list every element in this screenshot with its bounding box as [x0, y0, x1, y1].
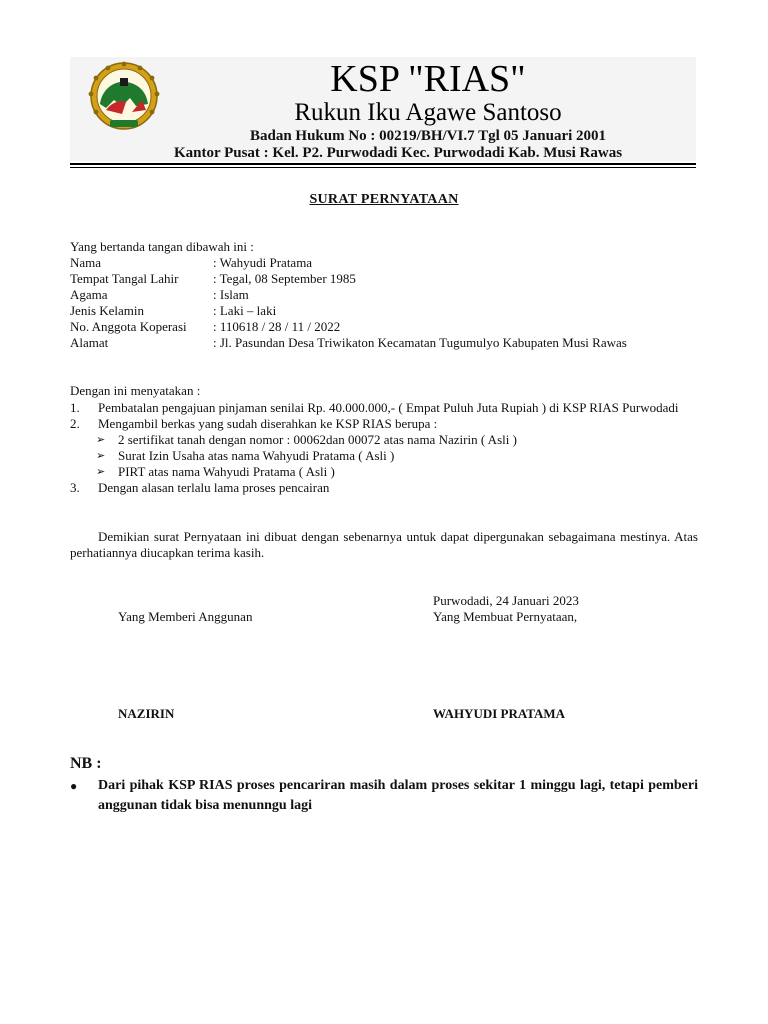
identity-label: Jenis Kelamin [70, 303, 145, 318]
identity-table [70, 255, 710, 351]
list-number: 2. [70, 416, 80, 431]
arrow-bullet-icon: ➢ [96, 466, 106, 478]
arrow-bullet-icon: ➢ [96, 434, 106, 446]
sublist-item [70, 464, 698, 480]
list-item [70, 480, 698, 496]
identity-row [70, 271, 710, 287]
identity-row [70, 335, 710, 351]
identity-label: Nama [70, 255, 102, 270]
identity-label: No. Anggota Koperasi [70, 319, 187, 334]
declaration-intro: Dengan ini menyatakan : [70, 383, 201, 398]
sublist-item-text: 2 sertifikat tanah dengan nomor : 00062dan 00072 atas nama Nazirin ( Asli ) [118, 432, 517, 447]
identity-label: Tempat Tangal Lahir [70, 271, 179, 286]
sublist-item [70, 448, 698, 464]
identity-value: : Laki – laki [213, 303, 277, 318]
letterhead-divider [70, 163, 696, 165]
list-number: 3. [70, 480, 80, 495]
identity-row [70, 303, 710, 319]
letterhead-divider-thin [70, 167, 696, 168]
org-address: Kantor Pusat : Kel. P2. Purwodadi Kec. Purwodadi Kab. Musi Rawas [173, 145, 623, 161]
identity-row [70, 255, 710, 271]
list-number: 1. [70, 400, 80, 415]
document-sublist [70, 432, 698, 480]
identity-label: Alamat [70, 335, 109, 350]
cooperative-logo-icon [76, 60, 172, 132]
declarant-name: WAHYUDI PRATAMA [433, 706, 566, 721]
identity-value: : 110618 / 28 / 11 / 2022 [213, 319, 341, 334]
sublist-item [70, 432, 698, 448]
arrow-bullet-icon: ➢ [96, 450, 106, 462]
org-motto: Rukun Iku Agawe Santoso [294, 99, 562, 126]
list-item [70, 400, 698, 416]
identity-value: : Jl. Pasundan Desa Triwikaton Kecamatan Tugumulyo Kabupaten Musi Rawas [213, 335, 627, 350]
identity-value: : Islam [213, 287, 249, 302]
identity-label: Agama [70, 287, 108, 302]
identity-value: : Tegal, 08 September 1985 [213, 271, 356, 286]
list-item [70, 416, 698, 480]
list-item-text: Mengambil berkas yang sudah diserahkan ke KSP RIAS berupa : [98, 416, 438, 431]
document-title: SURAT PERNYATAAN [309, 192, 459, 207]
identity-row [70, 287, 710, 303]
place-date: Purwodadi, 24 Januari 2023 [433, 593, 579, 608]
identity-value: : Wahyudi Pratama [213, 255, 313, 270]
nb-note [70, 776, 698, 816]
nb-note-text: Dari pihak KSP RIAS proses pencariran masih dalam proses sekitar 1 minggu lagi, tetapi pemberi anggunan tidak bisa menunngu lagi [98, 778, 698, 813]
identity-row [70, 319, 710, 335]
list-item-text: Dengan alasan terlalu lama proses pencairan [98, 480, 330, 495]
list-item-text: Pembatalan pengajuan pinjaman senilai Rp. 40.000.000,- ( Empat Puluh Juta Rupiah ) di KSP RIAS Purwodadi [98, 400, 679, 415]
sublist-item-text: Surat Izin Usaha atas nama Wahyudi Pratama ( Asli ) [118, 448, 395, 463]
declarant-title: Yang Membuat Pernyataan, [433, 609, 578, 624]
collateral-giver-title: Yang Memberi Anggunan [118, 609, 253, 624]
collateral-giver-name: NAZIRIN [118, 706, 175, 721]
org-legal-number: Badan Hukum No : 00219/BH/VI.7 Tgl 05 Januari 2001 [249, 128, 607, 144]
bullet-icon: ● [70, 779, 78, 793]
org-name: KSP "RIAS" [330, 58, 526, 100]
sublist-item-text: PIRT atas nama Wahyudi Pratama ( Asli ) [118, 464, 335, 479]
closing-paragraph: Demikian surat Pernyataan ini dibuat dengan sebenarnya untuk dapat dipergunakan sebagaimana mestinya. Atas perhatiannya diucapkan terima kasih. [70, 529, 698, 560]
intro-text: Yang bertanda tangan dibawah ini : [70, 239, 254, 254]
nb-label: NB : [70, 755, 102, 772]
declaration-list [70, 400, 698, 496]
